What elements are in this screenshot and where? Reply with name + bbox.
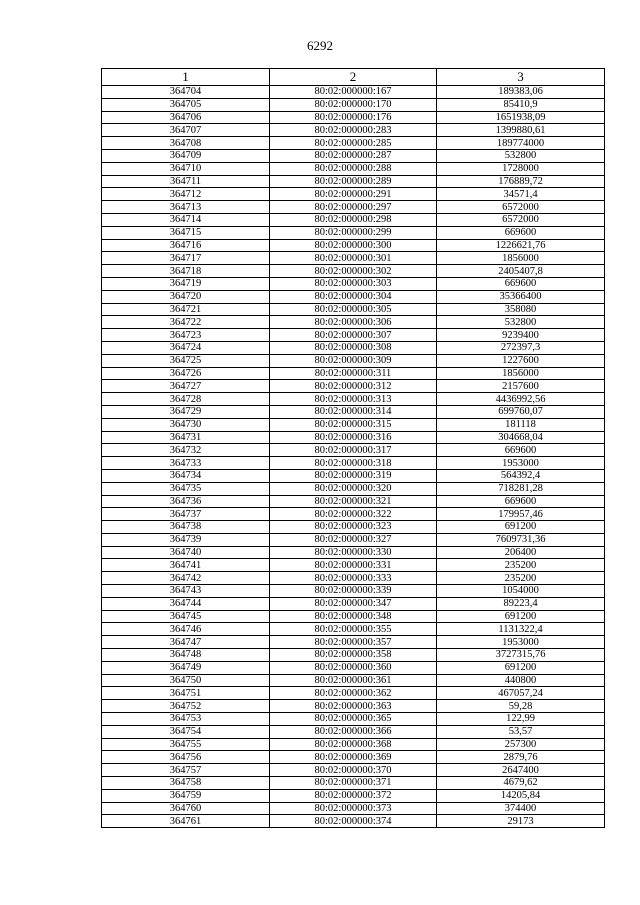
table-row [102, 457, 605, 470]
row-number-cell: 364760 [102, 802, 270, 815]
value-cell: 669600 [437, 444, 605, 457]
value-cell: 9239400 [437, 329, 605, 342]
table-row [102, 815, 605, 828]
value-cell: 467057,24 [437, 687, 605, 700]
row-number-cell: 364719 [102, 277, 270, 290]
cadastral-number-cell: 80:02:000000:300 [270, 239, 437, 252]
table-row [102, 380, 605, 393]
value-cell: 691200 [437, 610, 605, 623]
cadastral-number-cell: 80:02:000000:170 [270, 98, 437, 111]
row-number-cell: 364711 [102, 175, 270, 188]
cadastral-number-cell: 80:02:000000:355 [270, 623, 437, 636]
row-number-cell: 364743 [102, 585, 270, 598]
table-row [102, 86, 605, 99]
row-number-cell: 364723 [102, 329, 270, 342]
row-number-cell: 364722 [102, 316, 270, 329]
table-row [102, 777, 605, 790]
table-row [102, 713, 605, 726]
cadastral-number-cell: 80:02:000000:358 [270, 649, 437, 662]
table-row [102, 149, 605, 162]
table-row [102, 431, 605, 444]
row-number-cell: 364717 [102, 252, 270, 265]
row-number-cell: 364710 [102, 162, 270, 175]
cadastral-number-cell: 80:02:000000:347 [270, 597, 437, 610]
cadastral-number-cell: 80:02:000000:308 [270, 341, 437, 354]
table-row [102, 636, 605, 649]
value-cell: 304668,04 [437, 431, 605, 444]
table-row [102, 700, 605, 713]
cadastral-number-cell: 80:02:000000:371 [270, 777, 437, 790]
value-cell: 4679,62 [437, 777, 605, 790]
table-row [102, 418, 605, 431]
cadastral-number-cell: 80:02:000000:312 [270, 380, 437, 393]
cadastral-number-cell: 80:02:000000:302 [270, 265, 437, 278]
table-row [102, 764, 605, 777]
cadastral-number-cell: 80:02:000000:368 [270, 738, 437, 751]
table-row [102, 623, 605, 636]
cadastral-number-cell: 80:02:000000:167 [270, 86, 437, 99]
table-row [102, 213, 605, 226]
value-cell: 358080 [437, 303, 605, 316]
table-body [102, 86, 605, 828]
cadastral-number-cell: 80:02:000000:319 [270, 469, 437, 482]
column-header-3: 3 [437, 69, 605, 86]
value-cell: 181118 [437, 418, 605, 431]
cadastral-number-cell: 80:02:000000:339 [270, 585, 437, 598]
value-cell: 669600 [437, 226, 605, 239]
value-cell: 6572000 [437, 213, 605, 226]
row-number-cell: 364707 [102, 124, 270, 137]
table-row [102, 725, 605, 738]
value-cell: 564392,4 [437, 469, 605, 482]
row-number-cell: 364761 [102, 815, 270, 828]
table-row [102, 559, 605, 572]
table-row [102, 674, 605, 687]
cadastral-number-cell: 80:02:000000:317 [270, 444, 437, 457]
value-cell: 2405407,8 [437, 265, 605, 278]
row-number-cell: 364746 [102, 623, 270, 636]
value-cell: 532800 [437, 149, 605, 162]
cadastral-number-cell: 80:02:000000:357 [270, 636, 437, 649]
table-row [102, 661, 605, 674]
table-row [102, 585, 605, 598]
cadastral-number-cell: 80:02:000000:323 [270, 521, 437, 534]
cadastral-number-cell: 80:02:000000:370 [270, 764, 437, 777]
cadastral-number-cell: 80:02:000000:321 [270, 495, 437, 508]
table-row [102, 533, 605, 546]
value-cell: 532800 [437, 316, 605, 329]
cadastral-number-cell: 80:02:000000:311 [270, 367, 437, 380]
table-row [102, 789, 605, 802]
row-number-cell: 364751 [102, 687, 270, 700]
value-cell: 1131322,4 [437, 623, 605, 636]
row-number-cell: 364726 [102, 367, 270, 380]
cadastral-number-cell: 80:02:000000:333 [270, 572, 437, 585]
row-number-cell: 364705 [102, 98, 270, 111]
row-number-cell: 364750 [102, 674, 270, 687]
table-row [102, 393, 605, 406]
row-number-cell: 364733 [102, 457, 270, 470]
column-header-2: 2 [270, 69, 437, 86]
cadastral-number-cell: 80:02:000000:330 [270, 546, 437, 559]
row-number-cell: 364706 [102, 111, 270, 124]
table-row [102, 367, 605, 380]
row-number-cell: 364714 [102, 213, 270, 226]
table-row [102, 521, 605, 534]
value-cell: 29173 [437, 815, 605, 828]
row-number-cell: 364731 [102, 431, 270, 444]
value-cell: 257300 [437, 738, 605, 751]
cadastral-number-cell: 80:02:000000:303 [270, 277, 437, 290]
row-number-cell: 364713 [102, 201, 270, 214]
header-row [102, 69, 605, 86]
cadastral-number-cell: 80:02:000000:348 [270, 610, 437, 623]
row-number-cell: 364730 [102, 418, 270, 431]
row-number-cell: 364735 [102, 482, 270, 495]
row-number-cell: 364749 [102, 661, 270, 674]
table-row [102, 444, 605, 457]
value-cell: 1728000 [437, 162, 605, 175]
cadastral-number-cell: 80:02:000000:374 [270, 815, 437, 828]
cadastral-number-cell: 80:02:000000:363 [270, 700, 437, 713]
table-row [102, 265, 605, 278]
table-row [102, 252, 605, 265]
value-cell: 699760,07 [437, 405, 605, 418]
row-number-cell: 364704 [102, 86, 270, 99]
table-row [102, 405, 605, 418]
cadastral-number-cell: 80:02:000000:331 [270, 559, 437, 572]
value-cell: 2647400 [437, 764, 605, 777]
cadastral-number-cell: 80:02:000000:314 [270, 405, 437, 418]
cadastral-number-cell: 80:02:000000:288 [270, 162, 437, 175]
value-cell: 179957,46 [437, 508, 605, 521]
row-number-cell: 364709 [102, 149, 270, 162]
value-cell: 440800 [437, 674, 605, 687]
table-row [102, 111, 605, 124]
cadastral-number-cell: 80:02:000000:320 [270, 482, 437, 495]
row-number-cell: 364712 [102, 188, 270, 201]
value-cell: 53,57 [437, 725, 605, 738]
table-row [102, 649, 605, 662]
value-cell: 4436992,56 [437, 393, 605, 406]
value-cell: 1856000 [437, 252, 605, 265]
row-number-cell: 364738 [102, 521, 270, 534]
table-row [102, 329, 605, 342]
row-number-cell: 364754 [102, 725, 270, 738]
table-row [102, 802, 605, 815]
cadastral-number-cell: 80:02:000000:287 [270, 149, 437, 162]
table-row [102, 239, 605, 252]
table-row [102, 201, 605, 214]
value-cell: 14205,84 [437, 789, 605, 802]
row-number-cell: 364748 [102, 649, 270, 662]
value-cell: 691200 [437, 661, 605, 674]
cadastral-number-cell: 80:02:000000:369 [270, 751, 437, 764]
row-number-cell: 364757 [102, 764, 270, 777]
row-number-cell: 364752 [102, 700, 270, 713]
row-number-cell: 364716 [102, 239, 270, 252]
table-row [102, 495, 605, 508]
value-cell: 2879,76 [437, 751, 605, 764]
row-number-cell: 364720 [102, 290, 270, 303]
cadastral-number-cell: 80:02:000000:301 [270, 252, 437, 265]
row-number-cell: 364759 [102, 789, 270, 802]
value-cell: 189774000 [437, 137, 605, 150]
table-header [102, 69, 605, 86]
cadastral-number-cell: 80:02:000000:283 [270, 124, 437, 137]
cadastral-number-cell: 80:02:000000:289 [270, 175, 437, 188]
row-number-cell: 364721 [102, 303, 270, 316]
value-cell: 669600 [437, 495, 605, 508]
cadastral-number-cell: 80:02:000000:307 [270, 329, 437, 342]
row-number-cell: 364718 [102, 265, 270, 278]
row-number-cell: 364753 [102, 713, 270, 726]
table-row [102, 175, 605, 188]
cadastral-number-cell: 80:02:000000:297 [270, 201, 437, 214]
value-cell: 59,28 [437, 700, 605, 713]
cadastral-number-cell: 80:02:000000:360 [270, 661, 437, 674]
table-row [102, 546, 605, 559]
value-cell: 718281,28 [437, 482, 605, 495]
row-number-cell: 364708 [102, 137, 270, 150]
row-number-cell: 364729 [102, 405, 270, 418]
table-row [102, 316, 605, 329]
table-row [102, 572, 605, 585]
cadastral-number-cell: 80:02:000000:362 [270, 687, 437, 700]
cadastral-number-cell: 80:02:000000:304 [270, 290, 437, 303]
cadastral-number-cell: 80:02:000000:365 [270, 713, 437, 726]
page-number: 6292 [307, 38, 333, 53]
table-row [102, 162, 605, 175]
cadastral-number-cell: 80:02:000000:373 [270, 802, 437, 815]
table-row [102, 610, 605, 623]
value-cell: 1856000 [437, 367, 605, 380]
cadastral-number-cell: 80:02:000000:322 [270, 508, 437, 521]
table-row [102, 354, 605, 367]
table-row [102, 303, 605, 316]
row-number-cell: 364741 [102, 559, 270, 572]
row-number-cell: 364728 [102, 393, 270, 406]
row-number-cell: 364745 [102, 610, 270, 623]
value-cell: 206400 [437, 546, 605, 559]
data-table [101, 68, 605, 828]
value-cell: 34571,4 [437, 188, 605, 201]
value-cell: 1054000 [437, 585, 605, 598]
value-cell: 6572000 [437, 201, 605, 214]
table-row [102, 751, 605, 764]
value-cell: 189383,06 [437, 86, 605, 99]
cadastral-number-cell: 80:02:000000:318 [270, 457, 437, 470]
row-number-cell: 364744 [102, 597, 270, 610]
value-cell: 2157600 [437, 380, 605, 393]
row-number-cell: 364724 [102, 341, 270, 354]
table-row [102, 226, 605, 239]
table-row [102, 277, 605, 290]
table-row [102, 124, 605, 137]
cadastral-number-cell: 80:02:000000:298 [270, 213, 437, 226]
table-row [102, 738, 605, 751]
value-cell: 89223,4 [437, 597, 605, 610]
row-number-cell: 364737 [102, 508, 270, 521]
row-number-cell: 364747 [102, 636, 270, 649]
row-number-cell: 364758 [102, 777, 270, 790]
value-cell: 1651938,09 [437, 111, 605, 124]
cadastral-number-cell: 80:02:000000:327 [270, 533, 437, 546]
table-row [102, 482, 605, 495]
row-number-cell: 364739 [102, 533, 270, 546]
value-cell: 1399880,61 [437, 124, 605, 137]
cadastral-number-cell: 80:02:000000:285 [270, 137, 437, 150]
row-number-cell: 364742 [102, 572, 270, 585]
row-number-cell: 364756 [102, 751, 270, 764]
table-row [102, 597, 605, 610]
value-cell: 85410,9 [437, 98, 605, 111]
row-number-cell: 364734 [102, 469, 270, 482]
cadastral-number-cell: 80:02:000000:306 [270, 316, 437, 329]
value-cell: 1227600 [437, 354, 605, 367]
cadastral-number-cell: 80:02:000000:313 [270, 393, 437, 406]
table-row [102, 508, 605, 521]
value-cell: 235200 [437, 559, 605, 572]
value-cell: 272397,3 [437, 341, 605, 354]
value-cell: 1953000 [437, 636, 605, 649]
cadastral-number-cell: 80:02:000000:309 [270, 354, 437, 367]
value-cell: 176889,72 [437, 175, 605, 188]
row-number-cell: 364727 [102, 380, 270, 393]
cadastral-number-cell: 80:02:000000:305 [270, 303, 437, 316]
value-cell: 669600 [437, 277, 605, 290]
value-cell: 1226621,76 [437, 239, 605, 252]
table-row [102, 137, 605, 150]
row-number-cell: 364725 [102, 354, 270, 367]
value-cell: 3727315,76 [437, 649, 605, 662]
value-cell: 122,99 [437, 713, 605, 726]
row-number-cell: 364715 [102, 226, 270, 239]
table-row [102, 98, 605, 111]
row-number-cell: 364736 [102, 495, 270, 508]
cadastral-number-cell: 80:02:000000:299 [270, 226, 437, 239]
cadastral-number-cell: 80:02:000000:291 [270, 188, 437, 201]
table-row [102, 290, 605, 303]
cadastral-number-cell: 80:02:000000:176 [270, 111, 437, 124]
value-cell: 1953000 [437, 457, 605, 470]
column-header-1: 1 [102, 69, 270, 86]
cadastral-number-cell: 80:02:000000:316 [270, 431, 437, 444]
value-cell: 35366400 [437, 290, 605, 303]
cadastral-number-cell: 80:02:000000:315 [270, 418, 437, 431]
cadastral-number-cell: 80:02:000000:372 [270, 789, 437, 802]
cadastral-number-cell: 80:02:000000:366 [270, 725, 437, 738]
value-cell: 7609731,36 [437, 533, 605, 546]
cadastral-number-cell: 80:02:000000:361 [270, 674, 437, 687]
row-number-cell: 364732 [102, 444, 270, 457]
table-row [102, 469, 605, 482]
row-number-cell: 364755 [102, 738, 270, 751]
row-number-cell: 364740 [102, 546, 270, 559]
table-row [102, 341, 605, 354]
value-cell: 374400 [437, 802, 605, 815]
table-row [102, 188, 605, 201]
value-cell: 691200 [437, 521, 605, 534]
value-cell: 235200 [437, 572, 605, 585]
table-row [102, 687, 605, 700]
